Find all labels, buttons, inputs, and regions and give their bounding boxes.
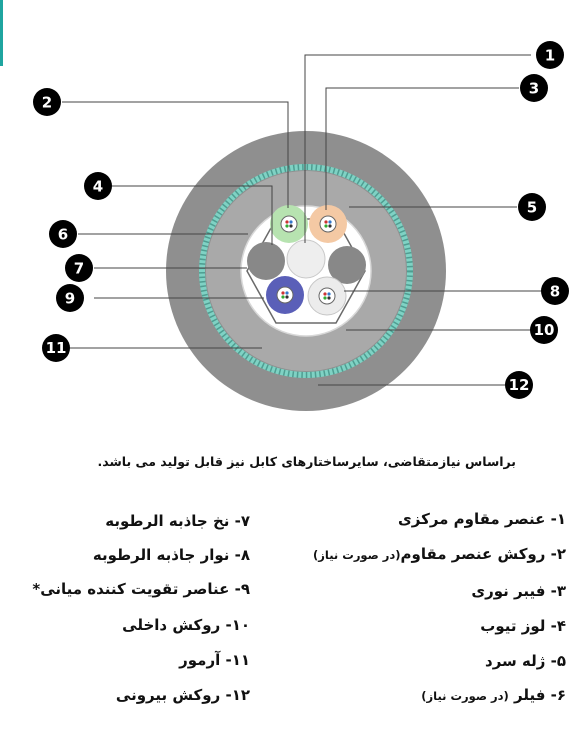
- callout-badge-1: [536, 41, 564, 69]
- legend-item-7: [105, 512, 250, 530]
- legend-item-label: ۱- عنصر مقاوم مرکزی: [398, 510, 566, 528]
- legend-item-label: ۱۲- روکش بیرونی: [115, 686, 250, 704]
- callout-badge-11: [42, 334, 70, 362]
- legend-item-label: ۱۱- آرمور: [179, 651, 250, 669]
- legend-item-label: ۷- نخ جاذبه الرطوبه: [105, 512, 250, 530]
- legend-item-label: ۲- روکش عنصر مقاوم: [400, 545, 566, 563]
- legend-item-label: ۳- فیبر نوری: [471, 582, 566, 600]
- svg-text:10: 10: [533, 321, 555, 339]
- central-strength-member: [287, 240, 325, 278]
- filler-left: [247, 242, 285, 280]
- fiber-bundle-blue: [277, 287, 293, 303]
- callout-badge-12: [505, 371, 533, 399]
- callout-badge-2: [33, 88, 61, 116]
- svg-text:11: 11: [45, 339, 67, 357]
- callout-badge-7: [65, 254, 93, 282]
- callout-badge-9: [56, 284, 84, 312]
- legend-item-9: [32, 580, 250, 598]
- svg-text:4: 4: [92, 177, 104, 196]
- legend-item-8: [93, 546, 250, 564]
- legend-item-10: [122, 616, 250, 634]
- legend-item-note: (در صورت نیاز): [313, 548, 401, 562]
- legend-item-12: [116, 686, 250, 704]
- fiber-bundle-green: [281, 216, 297, 232]
- svg-text:6: 6: [57, 225, 69, 244]
- legend-item-6: [421, 686, 566, 704]
- callout-badge-10: [530, 316, 558, 344]
- svg-text:5: 5: [526, 198, 538, 217]
- svg-text:2: 2: [41, 93, 53, 112]
- legend-item-label: ۵- ژله سرد: [485, 652, 566, 670]
- legend-item-label: ۸- نوار جاذبه الرطوبه: [92, 546, 250, 564]
- svg-text:3: 3: [528, 79, 540, 98]
- svg-text:9: 9: [64, 289, 76, 308]
- custom-structure-note: براساس نیازمتقاضی، سایرساختارهای کابل نیز قابل تولید می باشد.: [97, 454, 516, 469]
- svg-text:7: 7: [73, 259, 85, 278]
- svg-text:1: 1: [544, 46, 556, 65]
- callout-badge-6: [49, 220, 77, 248]
- legend-item-4: [480, 617, 566, 635]
- callout-badge-8: [541, 277, 569, 305]
- legend-item-label: ۶- فیلر: [508, 686, 566, 704]
- legend-item-5: [485, 652, 566, 670]
- legend-item-label: ۱۰- روکش داخلی: [122, 616, 250, 634]
- callout-badge-5: [518, 193, 546, 221]
- legend-item-1: [398, 510, 566, 528]
- callout-badge-3: [520, 74, 548, 102]
- fiber-bundle-white: [319, 288, 335, 304]
- legend-item-label: ۴- لوز تیوب: [480, 617, 566, 635]
- fiber-bundle-orange: [320, 216, 336, 232]
- legend-item-3: [471, 582, 566, 600]
- legend-item-label: ۹- عناصر تقویت کننده میانی*: [32, 580, 250, 598]
- legend-item-11: [179, 651, 250, 669]
- callout-badge-4: [84, 172, 112, 200]
- legend-item-note: (در صورت نیاز): [421, 689, 509, 703]
- legend-item-2: [313, 545, 566, 563]
- svg-text:12: 12: [508, 376, 530, 394]
- svg-text:8: 8: [549, 282, 561, 301]
